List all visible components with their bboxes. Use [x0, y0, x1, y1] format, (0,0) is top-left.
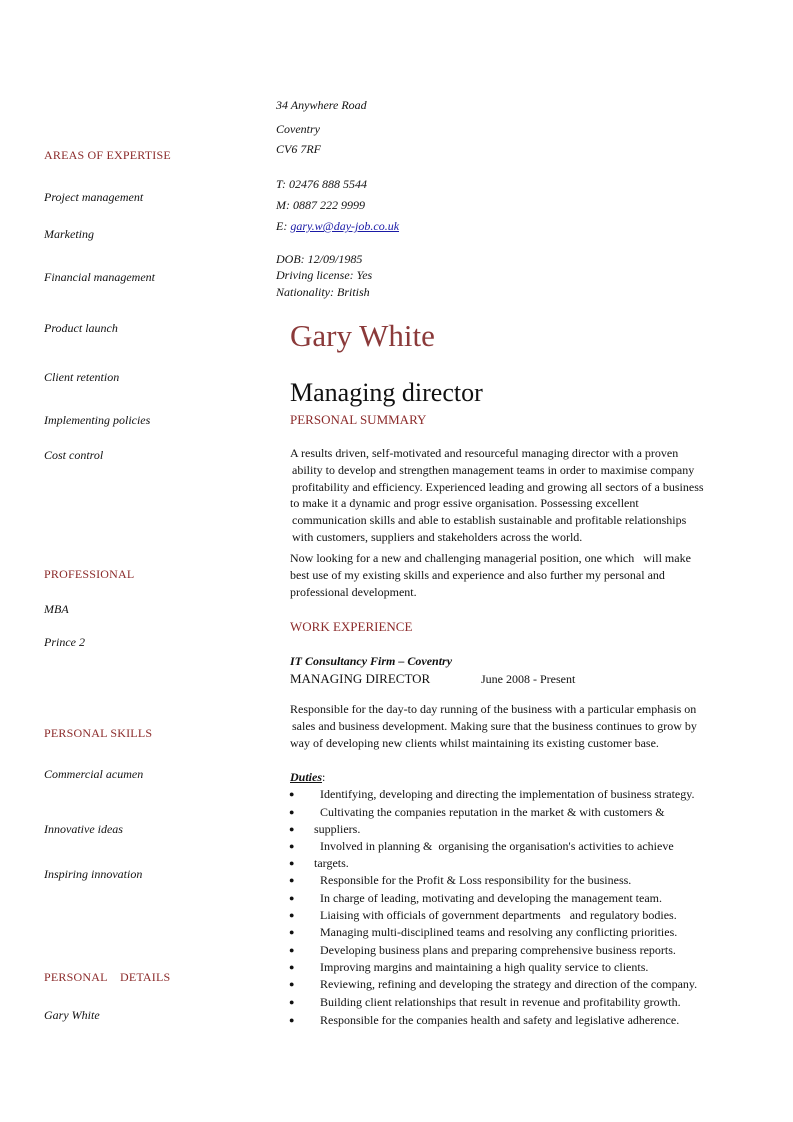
summary-line: ability to develop and strengthen management teams in order to maximise company [292, 462, 695, 477]
nationality: Nationality: British [276, 285, 370, 299]
professional-item: MBA [44, 602, 69, 616]
duty-item: Responsible for the companies health and safety and legislative adherence. [320, 1013, 680, 1027]
duty-item: Building client relationships that result in revenue and profitability growth. [320, 995, 681, 1009]
summary-line: to make it a dynamic and progr essive organisation. Possessing excellent [290, 496, 639, 511]
details-item: Gary White [44, 1008, 100, 1022]
duty-item: Responsible for the Profit & Loss responsibility for the business. [320, 873, 632, 887]
duty-item: Liaising with officials of government departments and regulatory bodies. [320, 908, 677, 922]
bullet-icon: ● [289, 841, 295, 851]
bullet-icon: ● [289, 945, 295, 955]
bullet-icon: ● [289, 789, 295, 799]
expertise-item: Client retention [44, 370, 120, 384]
expertise-item: Project management [44, 190, 144, 204]
skill-item: Innovative ideas [44, 822, 123, 836]
company-name: IT Consultancy Firm – Coventry [290, 654, 453, 668]
bullet-icon: ● [289, 927, 295, 937]
job-role: Managing director [290, 378, 483, 407]
bullet-icon: ● [289, 979, 295, 989]
postcode: CV6 7RF [276, 142, 321, 156]
expertise-item: Implementing policies [44, 413, 151, 427]
summary-line: communication skills and able to establish sustainable and profitable relationships [292, 513, 687, 528]
professional-heading: PROFESSIONAL [44, 567, 135, 581]
duty-item: Improving margins and maintaining a high quality service to clients. [320, 960, 649, 974]
duty-item: suppliers. [314, 822, 361, 836]
duty-item: Cultivating the companies reputation in the market & with customers & [320, 805, 665, 819]
skill-item: Commercial acumen [44, 767, 144, 781]
email-prefix: E: [276, 219, 288, 233]
bullet-icon: ● [289, 824, 295, 834]
bullet-icon: ● [289, 807, 295, 817]
email-line [276, 219, 399, 234]
duties-label-text: Duties [290, 770, 323, 784]
summary-paragraph-1 [290, 445, 748, 546]
details-heading: PERSONAL DETAILS [44, 970, 171, 984]
address-line-1: 34 Anywhere Road [276, 98, 367, 112]
duty-item: Involved in planning & organising the organisation's activities to achieve [320, 839, 674, 853]
summary-line: profitability and efficiency. Experienced leading and growing all sectors of a business [292, 479, 704, 494]
duty-item: Developing business plans and preparing comprehensive business reports. [320, 943, 676, 957]
duties-label-colon: : [322, 770, 326, 784]
job-dates: June 2008 - Present [481, 672, 576, 686]
duty-item: Identifying, developing and directing the implementation of business strategy. [320, 787, 695, 801]
expertise-item: Product launch [44, 321, 118, 335]
job-description [290, 701, 748, 751]
expertise-item: Marketing [44, 227, 94, 241]
description-line: sales and business development. Making sure that the business continues to grow by [292, 718, 697, 733]
skill-item: Inspiring innovation [44, 867, 143, 881]
expertise-item: Financial management [44, 270, 155, 284]
description-line: way of developing new clients whilst maintaining its existing customer base. [290, 735, 659, 750]
candidate-name: Gary White [290, 318, 435, 353]
driving-license: Driving license: Yes [276, 268, 373, 282]
experience-heading: WORK EXPERIENCE [290, 619, 413, 634]
summary-line: with customers, suppliers and stakeholders across the world. [292, 529, 583, 544]
summary-heading: PERSONAL SUMMARY [290, 412, 427, 427]
bullet-icon: ● [289, 858, 295, 868]
bullet-icon: ● [289, 1015, 295, 1025]
bullet-icon: ● [289, 910, 295, 920]
summary-line: A results driven, self-motivated and resourceful managing director with a proven [290, 446, 679, 460]
duty-item: targets. [314, 856, 349, 870]
bullet-icon: ● [289, 893, 295, 903]
expertise-heading: AREAS OF EXPERTISE [44, 148, 171, 162]
summary-line: Now looking for a new and challenging managerial position, one which will make [290, 551, 691, 565]
description-line: Responsible for the day-to day running of the business with a particular emphasis on [290, 702, 697, 716]
duty-item: In charge of leading, motivating and developing the management team. [320, 891, 662, 905]
job-title: MANAGING DIRECTOR [290, 671, 431, 686]
bullet-icon: ● [289, 997, 295, 1007]
professional-item: Prince 2 [44, 635, 85, 649]
expertise-item: Cost control [44, 448, 104, 462]
email-link[interactable]: gary.w@day-job.co.uk [290, 219, 400, 233]
telephone: T: 02476 888 5544 [276, 177, 368, 191]
summary-line: best use of my existing skills and experience and also further my personal and [290, 567, 665, 582]
summary-paragraph-2 [290, 550, 748, 600]
bullet-icon: ● [289, 875, 295, 885]
date-of-birth: DOB: 12/09/1985 [276, 252, 363, 266]
summary-line: professional development. [290, 584, 417, 599]
bullet-icon: ● [289, 962, 295, 972]
duty-item: Managing multi-disciplined teams and resolving any conflicting priorities. [320, 925, 678, 939]
duty-item: Reviewing, refining and developing the strategy and direction of the company. [320, 977, 698, 991]
mobile: M: 0887 222 9999 [276, 198, 365, 212]
skills-heading: PERSONAL SKILLS [44, 726, 153, 740]
address-line-2: Coventry [276, 122, 320, 136]
duties-label [290, 770, 325, 785]
